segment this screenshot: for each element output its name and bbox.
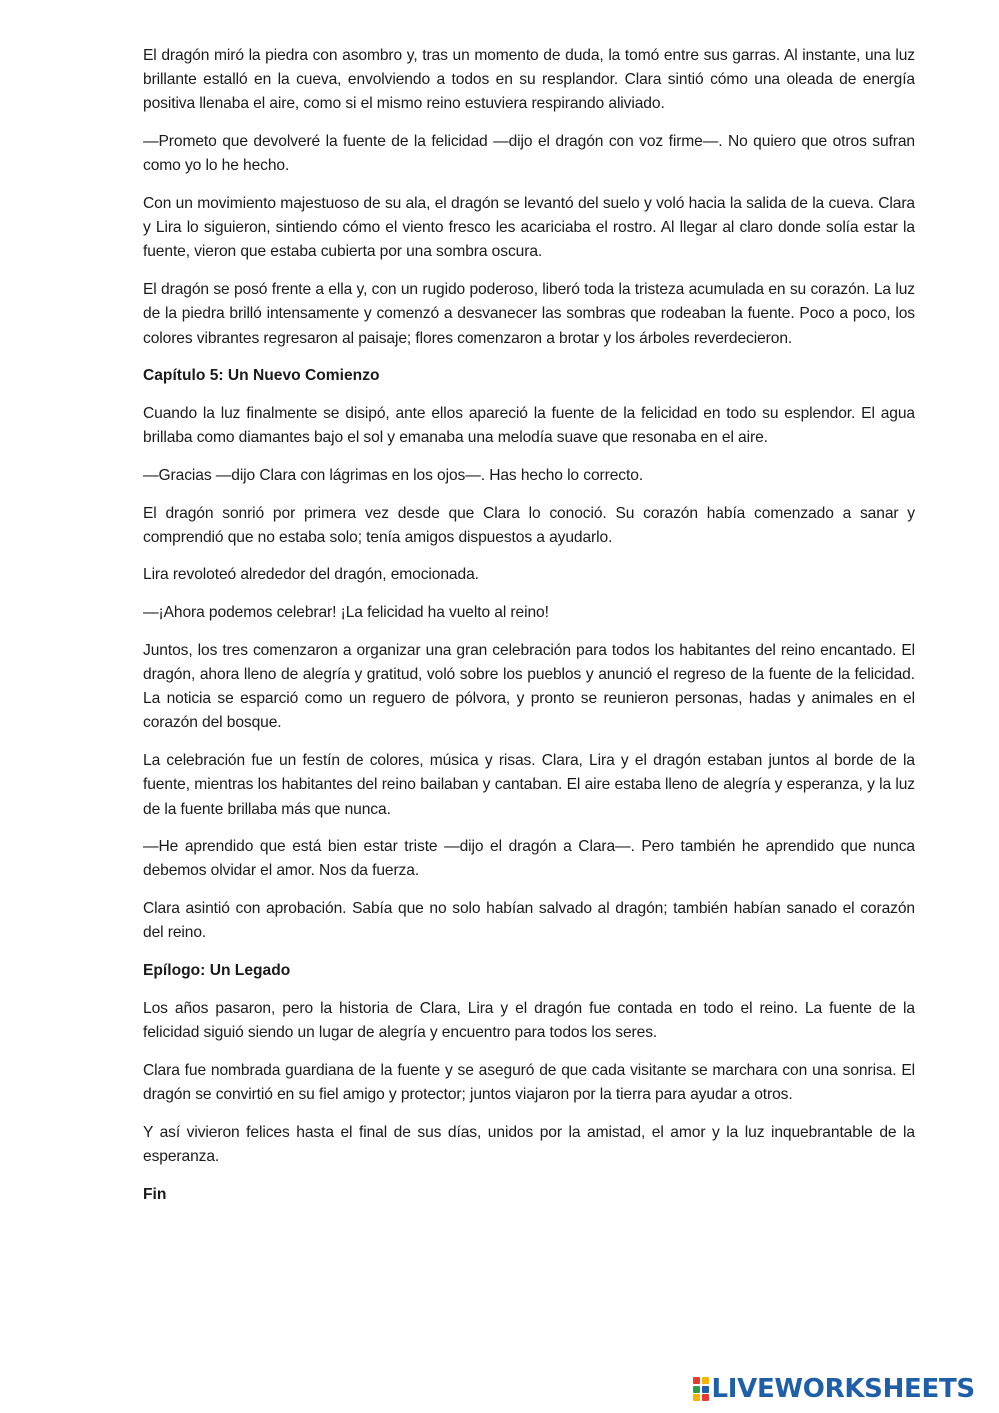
liveworksheets-logo-icon xyxy=(693,1377,709,1401)
paragraph: Clara asintió con aprobación. Sabía que no solo habían salvado al dragón; también habían sanado el corazón del reino. xyxy=(143,900,915,942)
paragraph: Lira revoloteó alrededor del dragón, emocionada. xyxy=(143,566,479,584)
paragraph: Juntos, los tres comenzaron a organizar una gran celebración para todos los habitantes del reino encantado. El dragón, ahora lleno de alegría y gratitud, voló sobre los pueblos y anunció el regreso de la fuente de la felicidad. La noticia se esparció como un reguero de pólvora, y pronto se reunieron personas, hadas y animales en el corazón del bosque. xyxy=(143,641,915,732)
paragraph: Los años pasaron, pero la historia de Clara, Lira y el dragón fue contada en todo el reino. La fuente de la felicidad siguió siendo un lugar de alegría y encuentro para todos los seres. xyxy=(143,999,915,1041)
logo-square xyxy=(702,1377,709,1384)
paragraph: El dragón se posó frente a ella y, con un rugido poderoso, liberó toda la tristeza acumulada en su corazón. La luz de la piedra brilló intensamente y comenzó a desvanecer las sombras que rodeaban la fuente. Poco a poco, los colores vibrantes regresaron al paisaje; flores comenzaron a brotar y los árboles reverdecieron. xyxy=(143,281,915,347)
document-page xyxy=(143,44,915,1220)
paragraph: El dragón miró la piedra con asombro y, tras un momento de duda, la tomó entre sus garras. Al instante, una luz brillante estalló en la cueva, envolviendo a todos en su resplandor. Clara sintió cómo una oleada de energía positiva llenaba el aire, como si el mismo reino estuviera respirando aliviado. xyxy=(143,47,915,113)
paragraph: Con un movimiento majestuoso de su ala, el dragón se levantó del suelo y voló hacia la salida de la cueva. Clara y Lira lo siguieron, sintiendo cómo el viento fresco les acariciaba el rostro. Al llegar al claro donde solía estar la fuente, vieron que estaba cubierta por una sombra oscura. xyxy=(143,195,915,261)
paragraph: La celebración fue un festín de colores, música y risas. Clara, Lira y el dragón estaban juntos al borde de la fuente, mientras los habitantes del reino bailaban y cantaban. El aire estaba lleno de alegría y esperanza, y la luz de la fuente brillaba más que nunca. xyxy=(143,752,915,818)
logo-square xyxy=(702,1394,709,1401)
section-heading: Fin xyxy=(143,1185,167,1203)
logo-square xyxy=(693,1377,700,1384)
logo-square xyxy=(702,1386,709,1393)
section-heading: Capítulo 5: Un Nuevo Comienzo xyxy=(143,367,380,385)
paragraph: Y así vivieron felices hasta el final de sus días, unidos por la amistad, el amor y la luz inquebrantable de la esperanza. xyxy=(143,1123,915,1165)
paragraph: Clara fue nombrada guardiana de la fuente y se aseguró de que cada visitante se marchara con una sonrisa. El dragón se convirtió en su fiel amigo y protector; juntos viajaron por la tierra para ayudar a otros. xyxy=(143,1061,915,1103)
section-heading: Epílogo: Un Legado xyxy=(143,962,291,980)
paragraph: El dragón sonrió por primera vez desde que Clara lo conoció. Su corazón había comenzado a sanar y comprendió que no estaba solo; tenía amigos dispuestos a ayudarlo. xyxy=(143,504,915,546)
paragraph: Cuando la luz finalmente se disipó, ante ellos apareció la fuente de la felicidad en todo su esplendor. El agua brillaba como diamantes bajo el sol y emanaba una melodía suave que resonaba en el aire. xyxy=(143,404,915,447)
paragraph: —He aprendido que está bien estar triste —dijo el dragón a Clara—. Pero también he aprendido que nunca debemos olvidar el amor. Nos da fuerza. xyxy=(143,838,915,880)
logo-square xyxy=(693,1394,700,1401)
logo-square xyxy=(693,1386,700,1393)
brand-name: LIVEWORKSHEETS xyxy=(711,1374,975,1404)
paragraph: —Gracias —dijo Clara con lágrimas en los ojos—. Has hecho lo correcto. xyxy=(143,466,644,484)
paragraph: —¡Ahora podemos celebrar! ¡La felicidad ha vuelto al reino! xyxy=(143,604,549,622)
liveworksheets-brand[interactable] xyxy=(693,1374,975,1404)
paragraph: —Prometo que devolveré la fuente de la felicidad —dijo el dragón con voz firme—. No quiero que otros sufran como yo lo he hecho. xyxy=(143,133,915,175)
